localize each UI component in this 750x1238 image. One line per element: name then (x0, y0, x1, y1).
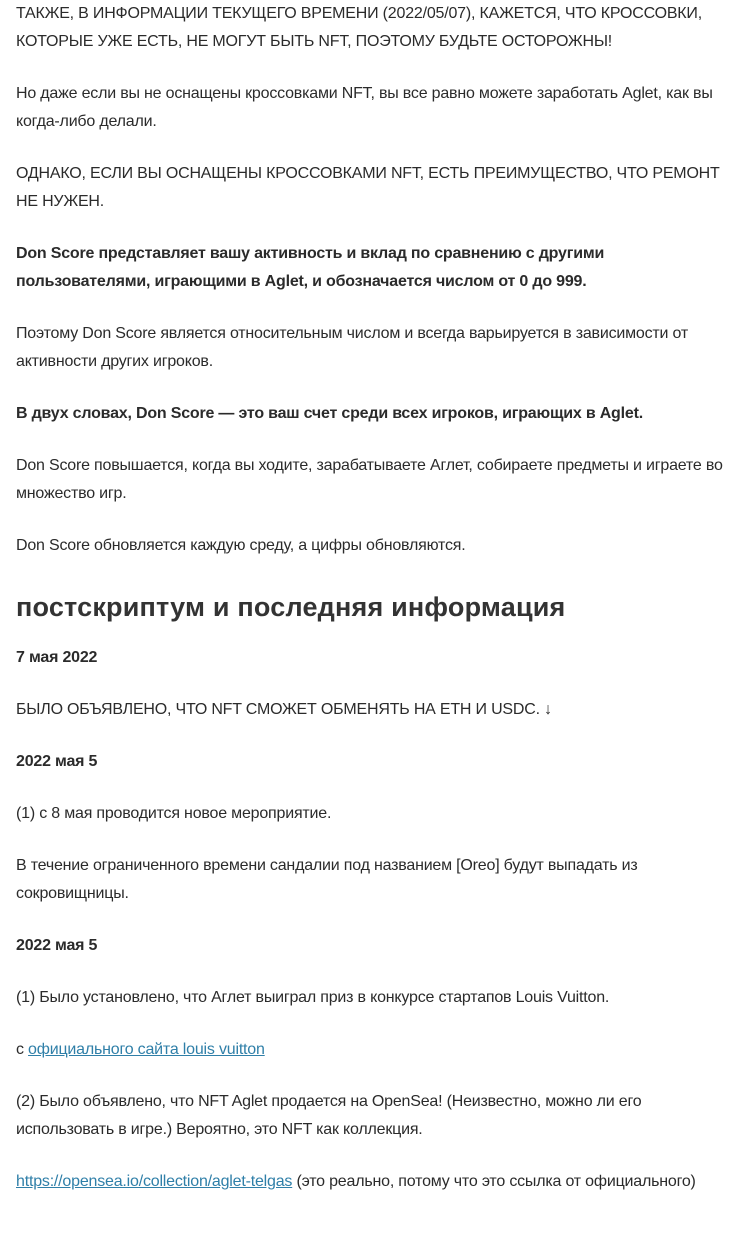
paragraph-increase: Don Score повышается, когда вы ходите, зарабатываете Аглет, собираете предметы и играете во множество игр. (16, 457, 723, 502)
paragraph-summary: В двух словах, Don Score — это ваш счет среди всех игроков, играющих в Aglet. (16, 405, 643, 422)
paragraph-donscore-definition: Don Score представляет вашу активность и вклад по сравнению с другими пользователями, играющими в Aglet, и обозначается числом от 0 до 999. (16, 245, 605, 290)
paragraph-event: (1) с 8 мая проводится новое мероприятие. (16, 805, 332, 822)
paragraph-warning: ТАКЖЕ, В ИНФОРМАЦИИ ТЕКУЩЕГО ВРЕМЕНИ (2022/05/07), КАЖЕТСЯ, ЧТО КРОССОВКИ, КОТОРЫЕ УЖЕ ЕСТЬ, НЕ МОГУТ БЫТЬ NFT, ПОЭТОМУ БУДЬТЕ ОСТОРОЖНЫ! (16, 5, 702, 50)
paragraph-lv-source (16, 1036, 732, 1064)
louis-vuitton-link[interactable]: официального сайта louis vuitton (28, 1041, 265, 1058)
section-heading-postscript: постскриптум и последняя информация (16, 592, 566, 622)
paragraph-update: Don Score обновляется каждую среду, а цифры обновляются. (16, 537, 466, 554)
lv-prefix: с (16, 1041, 29, 1058)
paragraph-opensea: (2) Было объявлено, что NFT Aglet продается на OpenSea! (Неизвестно, можно ли его использовать в игре.) Вероятно, это NFT как коллекция. (16, 1093, 642, 1138)
date-may-7: 7 мая 2022 (16, 649, 98, 666)
paragraph-relative: Поэтому Don Score является относительным числом и всегда варьируется в зависимости от активности других игроков. (16, 325, 688, 370)
paragraph-opensea-link (16, 1168, 732, 1196)
paragraph-exchange: БЫЛО ОБЪЯВЛЕНО, ЧТО NFT СМОЖЕТ ОБМЕНЯТЬ НА ETH И USDC. ↓ (16, 701, 552, 718)
date-may-5-second: 2022 мая 5 (16, 937, 98, 954)
opensea-link[interactable]: https://opensea.io/collection/aglet-telgas (16, 1173, 293, 1190)
date-may-5-first: 2022 мая 5 (16, 753, 98, 770)
paragraph-oreo: В течение ограниченного времени сандалии под названием [Oreo] будут выпадать из сокровищницы. (16, 857, 638, 902)
paragraph-lv-prize: (1) Было установлено, что Аглет выиграл приз в конкурсе стартапов Louis Vuitton. (16, 989, 610, 1006)
paragraph-repair: ОДНАКО, ЕСЛИ ВЫ ОСНАЩЕНЫ КРОССОВКАМИ NFT, ЕСТЬ ПРЕИМУЩЕСТВО, ЧТО РЕМОНТ НЕ НУЖЕН. (16, 165, 720, 210)
opensea-suffix: (это реально, потому что это ссылка от официального) (292, 1173, 696, 1190)
paragraph-earn: Но даже если вы не оснащены кроссовками NFT, вы все равно можете заработать Aglet, как вы когда-либо делали. (16, 85, 713, 130)
